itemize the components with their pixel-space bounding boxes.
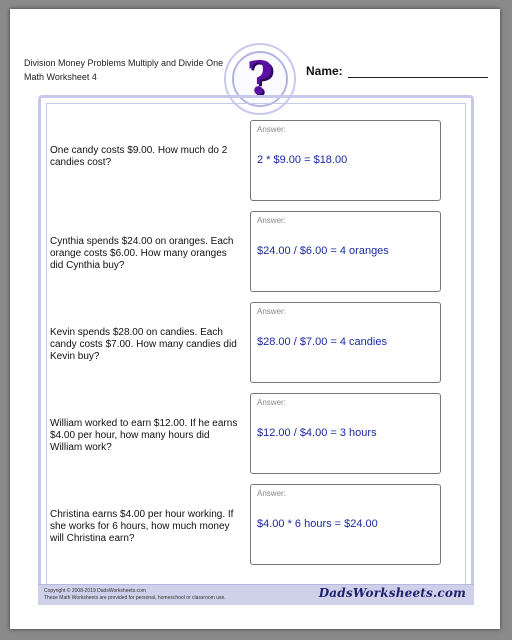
problem-2-question: Cynthia spends $24.00 on oranges. Each orange costs $6.00. How many oranges did Cynthia buy? <box>50 236 234 271</box>
worksheet-footer <box>38 584 474 605</box>
problem-1-answer-box <box>250 120 441 201</box>
name-label: Name: <box>306 64 343 78</box>
problem-4-question: William worked to earn $12.00. If he earns $4.00 per hour, how many hours did William work? <box>50 418 238 453</box>
question-mark-icon: ? <box>246 51 274 105</box>
problem-4-answer-box <box>250 393 441 474</box>
problem-5-question: Christina earns $4.00 per hour working. If she works for 6 hours, how much money will Christina earn? <box>50 509 234 544</box>
name-line <box>348 77 488 78</box>
problem-2-answer-box <box>250 211 441 292</box>
worksheet-page <box>10 9 500 629</box>
problem-5-answer-box <box>250 484 441 565</box>
problem-3-question: Kevin spends $28.00 on candies. Each candy costs $7.00. How many candies did Kevin buy? <box>50 327 237 362</box>
title-line-2: Math Worksheet 4 <box>24 72 97 82</box>
problem-3-answer: $28.00 / $7.00 = 4 candies <box>257 336 387 348</box>
problem-1-answer: 2 * $9.00 = $18.00 <box>257 154 348 166</box>
title-line-1: Division Money Problems Multiply and Divide One <box>24 58 224 68</box>
problem-1-question: One candy costs $9.00. How much do 2 candies cost? <box>50 145 228 168</box>
answer-label: Answer: <box>257 125 286 134</box>
answer-label: Answer: <box>257 489 286 498</box>
problem-3-answer-box <box>250 302 441 383</box>
answer-label: Answer: <box>257 398 286 407</box>
copyright-text <box>44 588 226 602</box>
problem-2-answer: $24.00 / $6.00 = 4 oranges <box>257 245 389 257</box>
answer-label: Answer: <box>257 216 286 225</box>
dadsworksheets-logo: DadsWorksheets.com <box>318 586 466 600</box>
problem-4-answer: $12.00 / $4.00 = 3 hours <box>257 427 377 439</box>
worksheet-title <box>24 56 244 84</box>
usage-line: These Math Worksheets are provided for personal, homeschool or classroom use. <box>44 595 226 601</box>
problem-5-answer: $4.00 * 6 hours = $24.00 <box>257 518 378 530</box>
answer-label: Answer: <box>257 307 286 316</box>
copyright-line: Copyright © 2008-2019 DadsWorksheets.com <box>44 588 146 594</box>
